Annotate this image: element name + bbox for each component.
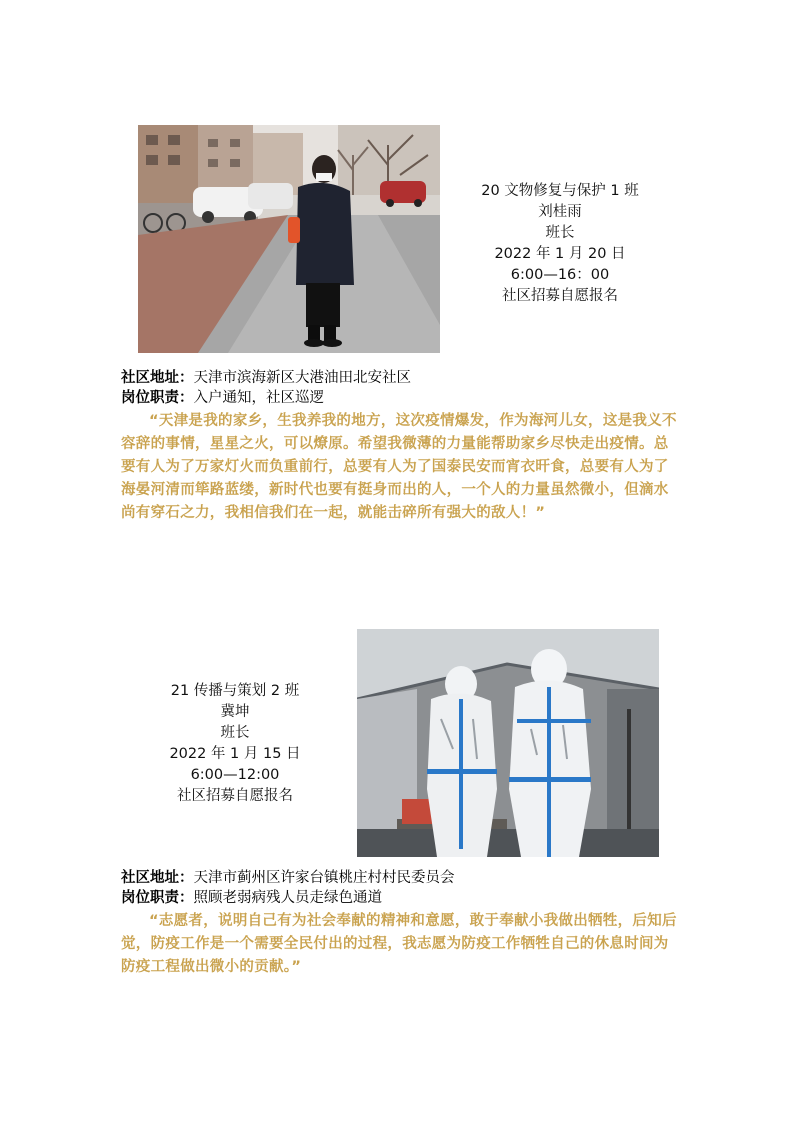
volunteer-photo-protective-suits: [357, 629, 659, 857]
address-label: 社区地址：: [121, 370, 194, 386]
volunteer-role: 班长: [545, 225, 575, 241]
volunteer-name: 冀坤: [220, 704, 250, 720]
duty-label: 岗位职责：: [121, 890, 194, 906]
duty-row: [121, 388, 681, 408]
recruitment-source: 社区招募自愿报名: [502, 288, 618, 304]
address-value: 天津市滨海新区大港油田北安社区: [193, 370, 411, 386]
class-name: 21 传播与策划 2 班: [170, 683, 300, 699]
duty-value: 入户通知，社区巡逻: [193, 390, 324, 406]
service-date: 2022 年 1 月 20 日: [494, 246, 626, 262]
recruitment-source: 社区招募自愿报名: [177, 788, 293, 804]
address-row: [121, 368, 681, 388]
entry-1-caption: [455, 181, 665, 307]
entry-2-info: [121, 868, 681, 908]
volunteer-name: 刘桂雨: [538, 204, 582, 220]
volunteer-photo-street: [138, 125, 440, 353]
address-label: 社区地址：: [121, 870, 194, 886]
entry-1-quote: “天津是我的家乡，生我养我的地方，这次疫情爆发，作为海河儿女，这是我义不容辞的事情，星星之火，可以燎原。希望我微薄的力量能帮助家乡尽快走出疫情。总要有人为了万家灯火而负重前行，总要有人为了国泰民安而宵衣旰食，总要有人为了海晏河清而筚路蓝缕，新时代也要有挺身而出的人，一个人的力量虽然微小，但滴水尚有穿石之力，我相信我们在一起，就能击碎所有强大的敌人！”: [121, 413, 677, 521]
entry-1-info: [121, 368, 681, 408]
duty-row: [121, 888, 681, 908]
duty-value: 照顾老弱病残人员走绿色通道: [193, 890, 382, 906]
volunteer-role: 班长: [220, 725, 250, 741]
entry-2-caption: [130, 681, 340, 807]
address-row: [121, 868, 681, 888]
service-time: 6:00—12:00: [190, 767, 280, 783]
duty-label: 岗位职责：: [121, 390, 194, 406]
address-value: 天津市蓟州区许家台镇桃庄村村民委员会: [193, 870, 455, 886]
class-name: 20 文物修复与保护 1 班: [481, 183, 639, 199]
entry-2-quote: “志愿者，说明自己有为社会奉献的精神和意愿，敢于奉献小我做出牺牲，后知后觉，防疫工作是一个需要全民付出的过程，我志愿为防疫工作牺牲自己的休息时间为防疫工程做出微小的贡献。”: [121, 913, 677, 975]
service-time: 6:00—16：00: [510, 267, 610, 283]
service-date: 2022 年 1 月 15 日: [169, 746, 301, 762]
